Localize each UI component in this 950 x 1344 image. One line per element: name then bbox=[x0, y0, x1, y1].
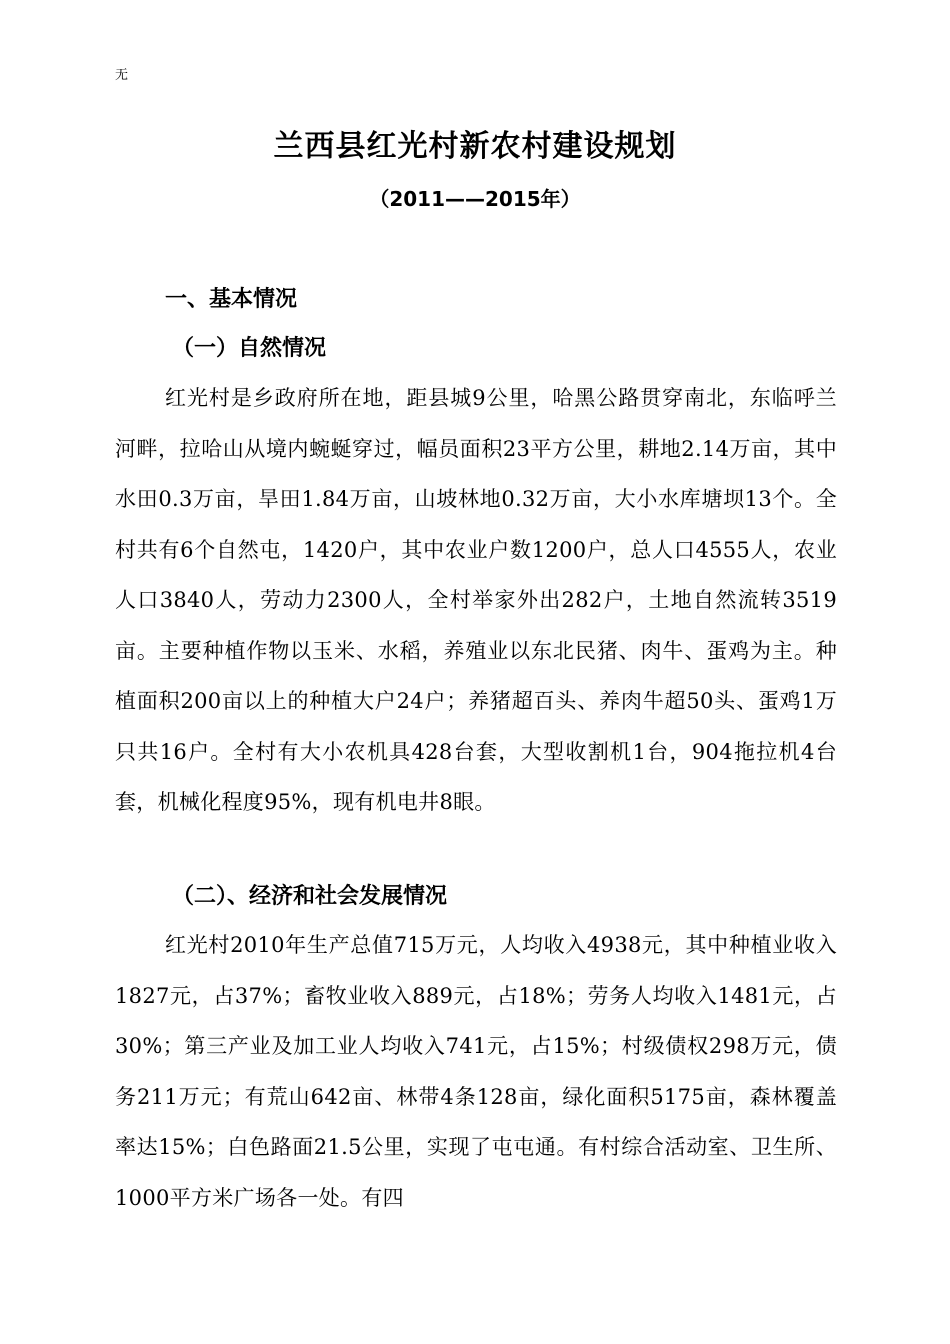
paragraph-economic-social: 红光村2010年生产总值715万元，人均收入4938元，其中种植业收入1827元，占37%；畜牧业收入889元，占18%；劳务人均收入1481元，占30%；第三产业及加工业人均收入741元，占15%；村级债权298万元，债务211万元；有荒山642亩、林带4条128亩，绿化面积5175亩，森林覆盖率达15%；白色路面21.5公里，实现了屯屯通。有村综合活动室、卫生所、1000平方米广场各一处。有四 bbox=[115, 933, 837, 1210]
document-title: 兰西县红光村新农村建设规划 bbox=[273, 129, 677, 164]
subsection-heading-economic-social: （二）、经济和社会发展情况 bbox=[172, 884, 448, 909]
paragraph-natural-conditions: 红光村是乡政府所在地，距县城9公里，哈黑公路贯穿南北，东临呼兰河畔，拉哈山从境内蜿蜒穿过，幅员面积23平方公里，耕地2.14万亩，其中水田0.3万亩，旱田1.84万亩，山坡林地0.32万亩，大小水库塘坝13个。全村共有6个自然屯，1420户，其中农业户数1200户，总人口4555人，农业人口3840人，劳动力2300人，全村举家外出282户，土地自然流转3519亩。主要种植作物以玉米、水稻，养殖业以东北民猪、肉牛、蛋鸡为主。种植面积200亩以上的种植大户24户；养猪超百头、养肉牛超50头、蛋鸡1万只共16户。全村有大小农机具428台套，大型收割机1台，904拖拉机4台套，机械化程度95%，现有机电井8眼。 bbox=[115, 386, 837, 814]
subsection-heading-natural-conditions: （一）自然情况 bbox=[172, 336, 327, 361]
section-heading-basic-info: 一、基本情况 bbox=[165, 287, 298, 312]
header-mark: 无 bbox=[115, 68, 129, 83]
document-subtitle: （2011——2015年） bbox=[369, 187, 581, 211]
